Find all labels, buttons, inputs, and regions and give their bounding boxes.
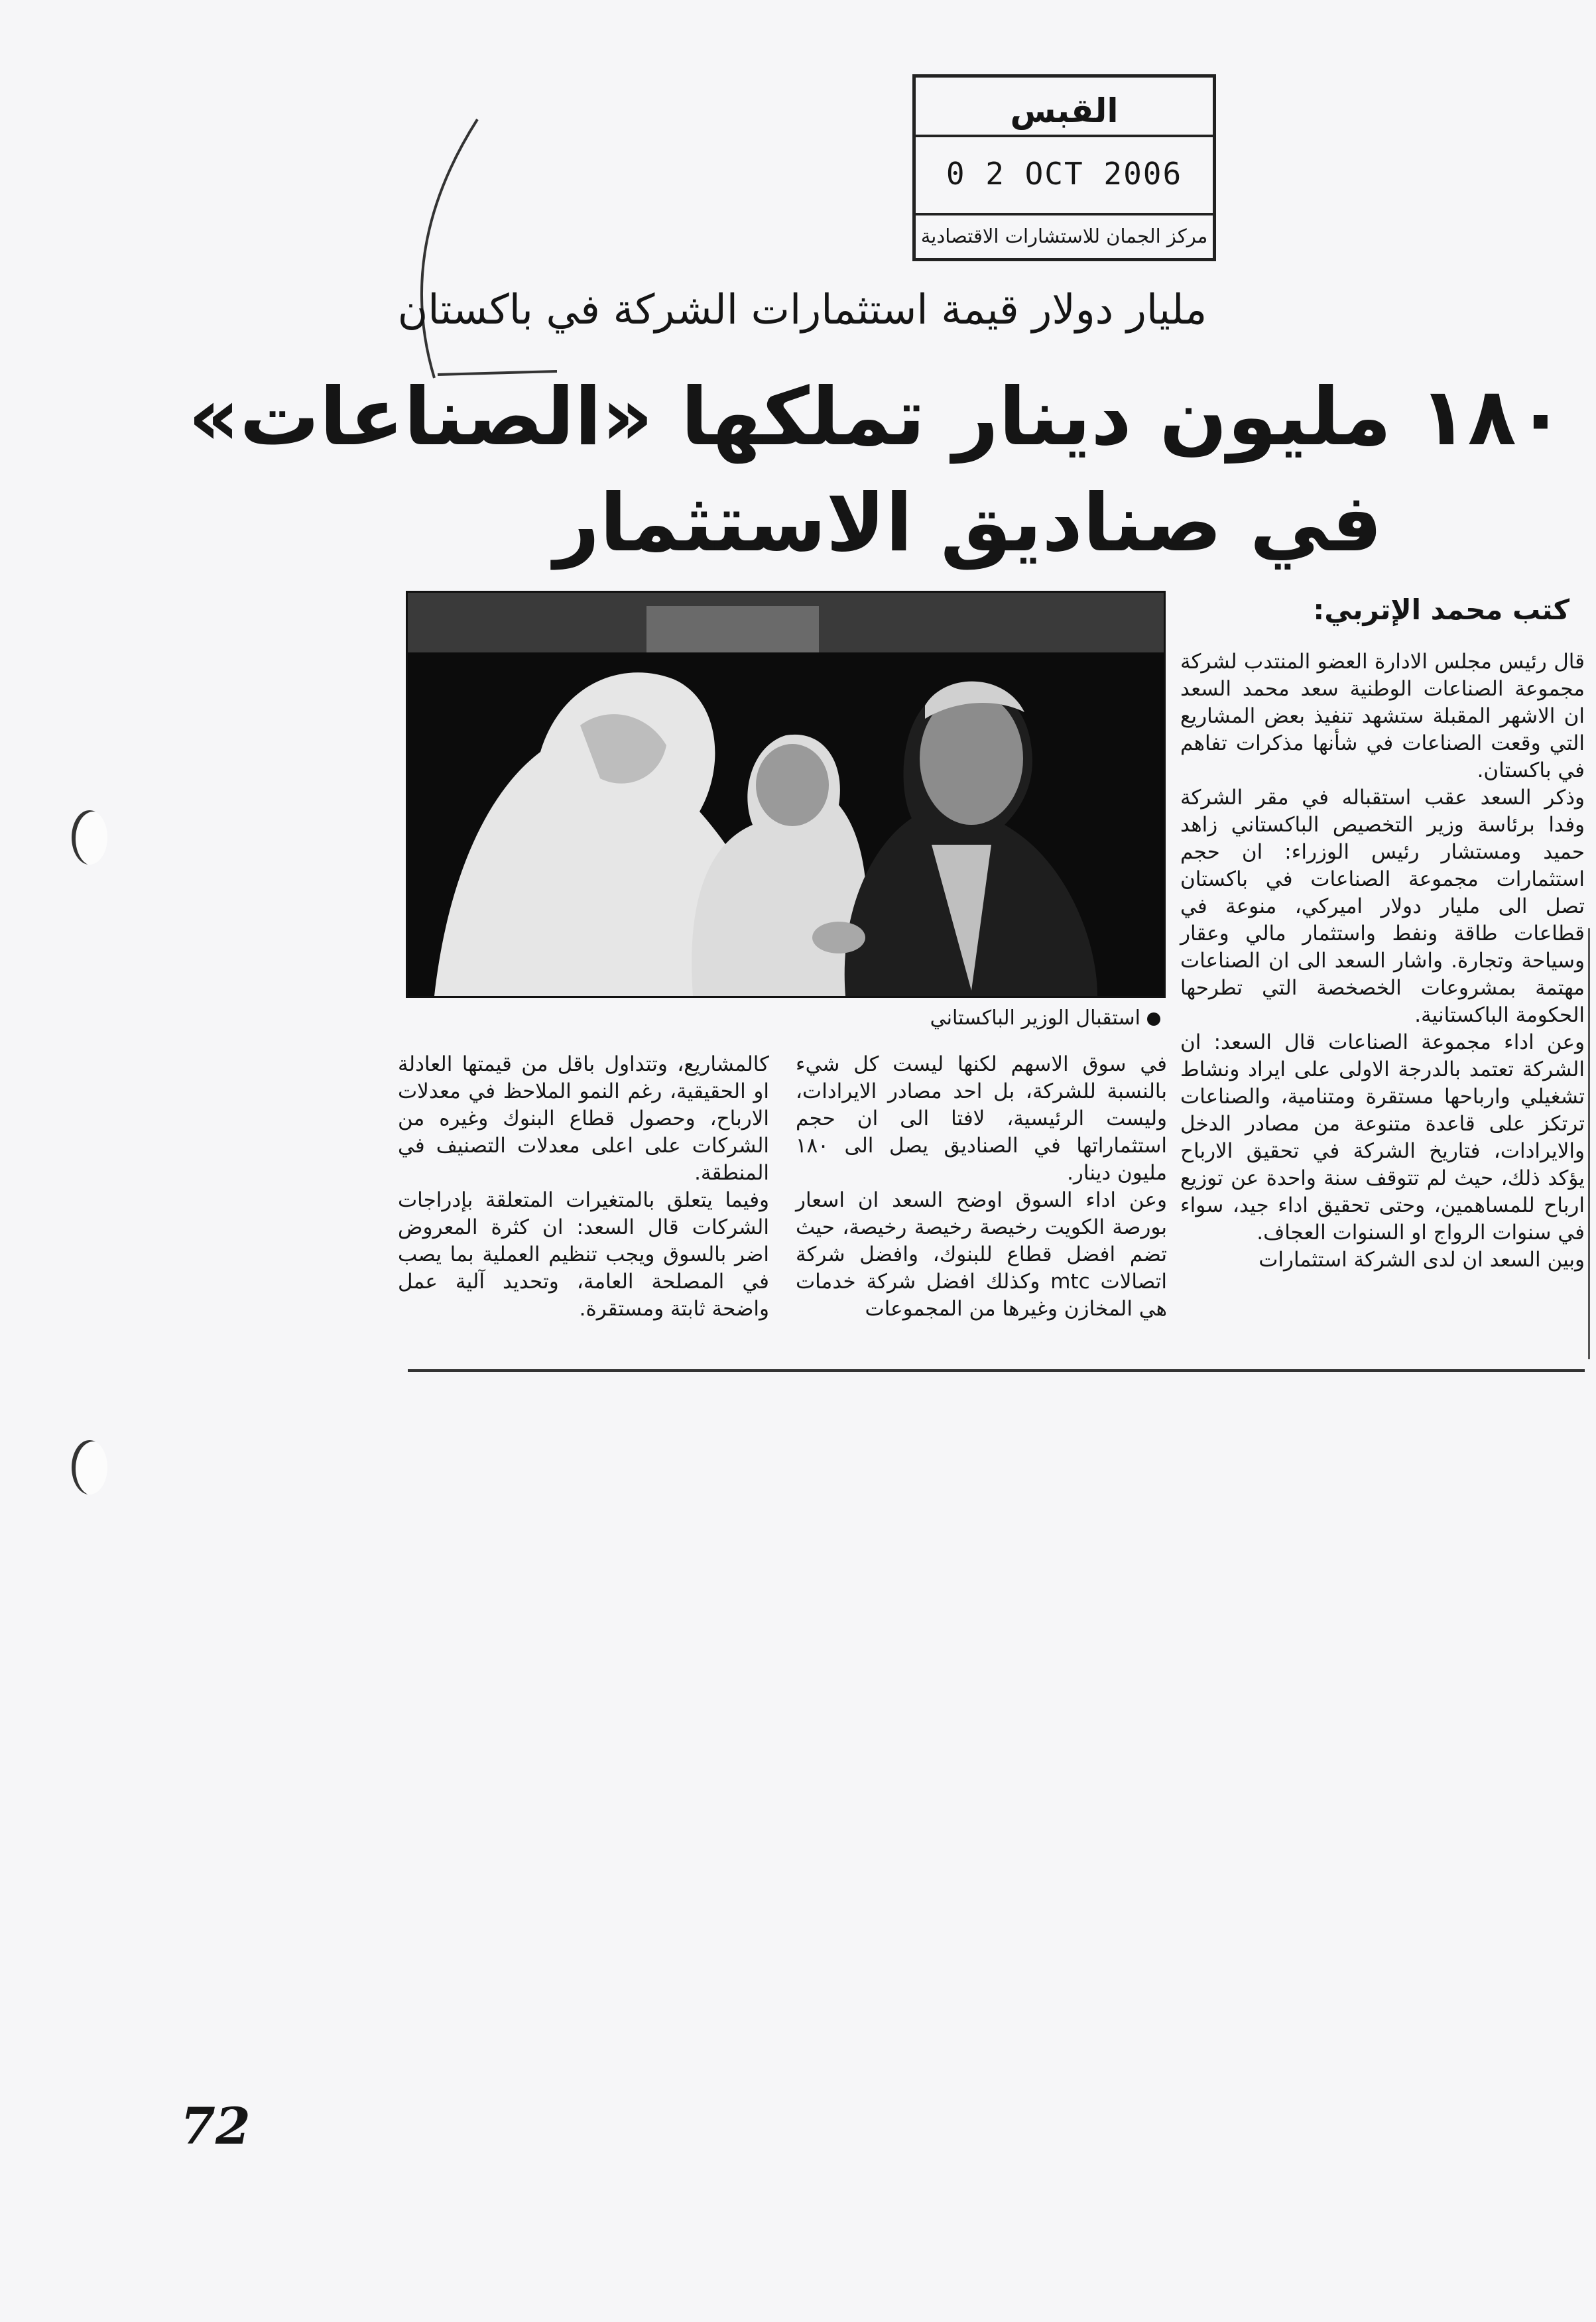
paragraph: وفيما يتعلق بالمتغيرات المتعلقة بإدراجات الشركات قال السعد: ان كثرة المعروض اضر بالسوق ويجب تنظيم العملية بما يصب في المصلحة العامة، وتحديد آلية عمل واضحة ثابتة ومستقرة. [398,1188,769,1321]
paragraph: وذكر السعد عقب استقباله في مقر الشركة وفدا برئاسة وزير التخصيص الباكستاني زاهد حميد ومستشار رئيس الوزراء: ان حجم استثمارات مجموعة الصناعات في باكستان تصل الى مليار دولار اميركي، منوعة في قطاعات طاقة ونفط واستثمار مالي وعقار وسياحة وتجارة. واشار السعد الى ان الصناعات مهتمة بمشروعات الخصخصة التي تطرحها الحكومة الباكستانية. [1180,786,1585,1027]
article-photo [406,591,1166,998]
paragraph: كالمشاريع، وتتداول باقل من قيمتها العادلة او الحقيقية، رغم النمو الملاحظ في معدلات الارباح، وحصول قطاع البنوك وغيره من الشركات على اعلى معدلات التصنيف في المنطقة. [398,1052,769,1185]
article-column-main [1180,648,1585,1274]
stamp-date: 0 2 OCT 2006 [946,156,1183,192]
clipping-side-bracket [1568,928,1590,1359]
clipping-bottom-rule [408,1369,1585,1372]
stamp-organization: مركز الجمان للاستشارات الاقتصادية [916,213,1213,258]
paragraph: في سوق الاسهم لكنها ليست كل شيء بالنسبة للشركة، بل احد مصادر الايرادات، وليست الرئيسية، لافتا الى ان حجم استثماراتها في الصناديق يصل الى ١٨٠ مليون دينار. [796,1052,1167,1185]
paragraph: وعن اداء السوق اوضح السعد ان اسعار بورصة الكويت رخيصة رخيصة رخيصة، حيث تضم افضل قطاع للبنوك، وافضل شركة اتصالات mtc وكذلك افضل شركة خدمات هي المخازن وغيرها من المجموعات [796,1188,1167,1321]
paragraph: وعن اداء مجموعة الصناعات قال السعد: ان الشركة تعتمد بالدرجة الاولى على ايراد ونشاط تشغيلي وارباحها مستقرة ومتنامية، والصناعات ترتكز على قاعدة متنوعة من مصادر الدخل والايرادات، فتاريخ الشركة في تحقيق الارباح يؤكد ذلك، حيث لم تتوقف سنة واحدة عن توزيع ارباح للمساهمين، وحتى تحقيق اداء جيد، سواء في سنوات الرواج او السنوات العجاف. [1180,1030,1585,1245]
headline-line-2: في صناديق الاستثمار [554,477,1382,570]
page-number: 72 [180,2097,251,2156]
bullet-icon [1147,1012,1160,1026]
paragraph: قال رئيس مجلس الادارة العضو المنتدب لشركة مجموعة الصناعات الوطنية سعد محمد السعد ان الاشهر المقبلة ستشهد تنفيذ بعض المشاريع التي وقعت الصناعات في شأنها مذكرات تفاهم في باكستان. [1180,650,1585,782]
newspaper-logo: القبس [916,87,1213,137]
photo-caption [875,1007,1160,1030]
date-stamp [912,74,1216,261]
paragraph: وبين السعد ان لدى الشركة استثمارات [1258,1248,1585,1272]
article-column-middle [796,1051,1167,1323]
headline-line-1: ١٨٠ مليون دينار تملكها «الصناعات» [188,371,1565,463]
punch-hole [72,1440,107,1495]
photo-caption-text: استقبال الوزير الباكستاني [930,1007,1140,1030]
photo-illustration [408,593,1164,996]
article-column-left [398,1051,769,1323]
byline: كتب محمد الإتربي: [1313,593,1569,626]
punch-hole [72,810,107,865]
article-kicker: مليار دولار قيمة استثمارات الشركة في باكستان [397,285,1207,334]
handwritten-mark [358,113,557,391]
